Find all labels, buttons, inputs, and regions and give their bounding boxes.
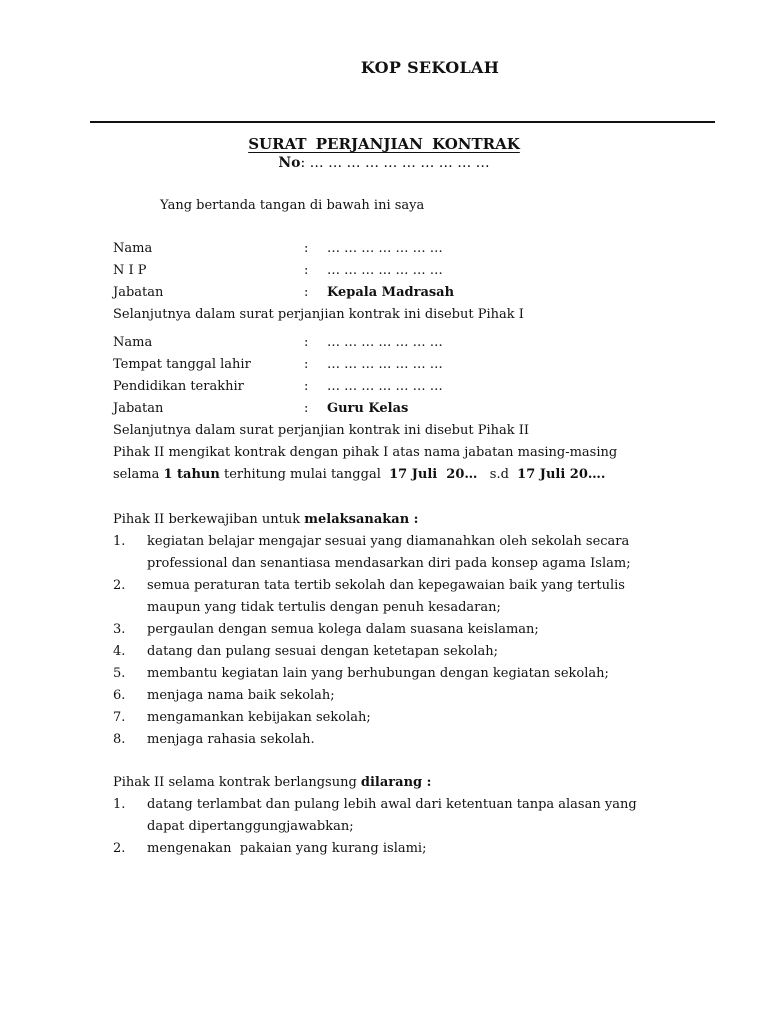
document-number-value: : … … … … … … … … … … bbox=[300, 155, 490, 171]
pihak2-jabatan-label: Jabatan bbox=[113, 401, 164, 416]
kewajiban-num: 5. bbox=[113, 666, 126, 681]
kewajiban-num: 1. bbox=[113, 534, 126, 549]
letterhead-divider bbox=[90, 121, 715, 123]
kewajiban-num: 3. bbox=[113, 622, 126, 637]
kontrak-selama: selama bbox=[113, 467, 164, 482]
field-colon: : bbox=[304, 379, 309, 394]
pihak2-ttl-label: Tempat tanggal lahir bbox=[113, 357, 251, 372]
field-colon: : bbox=[304, 335, 309, 350]
larangan-intro bbox=[113, 774, 431, 792]
pihak1-name-label: Nama bbox=[113, 241, 153, 256]
pihak2-ttl-value: … … … … … … … bbox=[327, 357, 443, 372]
larangan-item-line: datang terlambat dan pulang lebih awal dari ketentuan tanpa alasan yang bbox=[147, 797, 637, 812]
kontrak-tanggal-akhir: 17 Juli 20…. bbox=[517, 467, 606, 482]
kewajiban-item-line: professional dan senantiasa mendasarkan diri pada konsep agama Islam; bbox=[147, 556, 631, 571]
kewajiban-item-line: menjaga nama baik sekolah; bbox=[147, 688, 335, 703]
document-number-label: No bbox=[278, 155, 301, 171]
field-colon: : bbox=[304, 357, 309, 372]
pihak1-nip-value: … … … … … … … bbox=[327, 263, 443, 278]
document-number bbox=[0, 155, 768, 171]
kewajiban-intro bbox=[113, 511, 418, 529]
kewajiban-item-line: menjaga rahasia sekolah. bbox=[147, 732, 315, 747]
kewajiban-item-line: mengamankan kebijakan sekolah; bbox=[147, 710, 371, 725]
kewajiban-num: 4. bbox=[113, 644, 126, 659]
pihak2-pendidikan-label: Pendidikan terakhir bbox=[113, 379, 244, 394]
kewajiban-num: 8. bbox=[113, 732, 126, 747]
pihak1-note: Selanjutnya dalam surat perjanjian kontrak ini disebut Pihak I bbox=[113, 307, 524, 322]
pihak2-note: Selanjutnya dalam surat perjanjian kontrak ini disebut Pihak II bbox=[113, 423, 530, 438]
kewajiban-item-line: membantu kegiatan lain yang berhubungan dengan kegiatan sekolah; bbox=[147, 666, 609, 681]
larangan-item-line: mengenakan pakaian yang kurang islami; bbox=[147, 841, 427, 856]
kewajiban-num: 2. bbox=[113, 578, 126, 593]
larangan-item-line: dapat dipertanggungjawabkan; bbox=[147, 819, 354, 834]
pihak2-name-value: … … … … … … … bbox=[327, 335, 443, 350]
pihak2-jabatan-value: Guru Kelas bbox=[327, 401, 409, 416]
larangan-intro-text: Pihak II selama kontrak berlangsung bbox=[113, 775, 361, 790]
pihak1-jabatan-value: Kepala Madrasah bbox=[327, 285, 455, 300]
kewajiban-item-line: maupun yang tidak tertulis dengan penuh kesadaran; bbox=[147, 600, 501, 615]
kewajiban-intro-text: Pihak II berkewajiban untuk bbox=[113, 512, 305, 527]
kontrak-mulai-text: terhitung mulai tanggal bbox=[219, 467, 390, 482]
kontrak-sd: s.d bbox=[477, 467, 518, 482]
pihak2-name-label: Nama bbox=[113, 335, 153, 350]
pihak1-name-value: … … … … … … … bbox=[327, 241, 443, 256]
field-colon: : bbox=[304, 241, 309, 256]
larangan-num: 1. bbox=[113, 797, 126, 812]
kontrak-tanggal-mulai: 17 Juli 20… bbox=[389, 467, 478, 482]
kewajiban-num: 7. bbox=[113, 710, 126, 725]
pihak1-jabatan-label: Jabatan bbox=[113, 285, 164, 300]
kewajiban-item-line: pergaulan dengan semua kolega dalam suasana keislaman; bbox=[147, 622, 539, 637]
kewajiban-item-line: datang dan pulang sesuai dengan ketetapan sekolah; bbox=[147, 644, 499, 659]
document-title bbox=[0, 135, 768, 153]
kontrak-line-2 bbox=[113, 466, 605, 484]
pihak2-pendidikan-value: … … … … … … … bbox=[327, 379, 443, 394]
intro-text: Yang bertanda tangan di bawah ini saya bbox=[160, 198, 425, 213]
document-title-text: SURAT PERJANJIAN KONTRAK bbox=[248, 135, 520, 153]
kontrak-line-1: Pihak II mengikat kontrak dengan pihak I atas nama jabatan masing-masing bbox=[113, 445, 618, 460]
field-colon: : bbox=[304, 285, 309, 300]
kewajiban-num: 6. bbox=[113, 688, 126, 703]
letterhead-title: KOP SEKOLAH bbox=[360, 58, 500, 77]
field-colon: : bbox=[304, 263, 309, 278]
kewajiban-item-line: semua peraturan tata tertib sekolah dan kepegawaian baik yang tertulis bbox=[147, 578, 625, 593]
kewajiban-item-line: kegiatan belajar mengajar sesuai yang diamanahkan oleh sekolah secara bbox=[147, 534, 630, 549]
pihak1-nip-label: N I P bbox=[113, 263, 147, 278]
larangan-intro-bold: dilarang : bbox=[360, 775, 432, 790]
field-colon: : bbox=[304, 401, 309, 416]
kewajiban-intro-bold: melaksanakan : bbox=[304, 512, 419, 527]
larangan-num: 2. bbox=[113, 841, 126, 856]
kontrak-durasi: 1 tahun bbox=[163, 467, 220, 482]
